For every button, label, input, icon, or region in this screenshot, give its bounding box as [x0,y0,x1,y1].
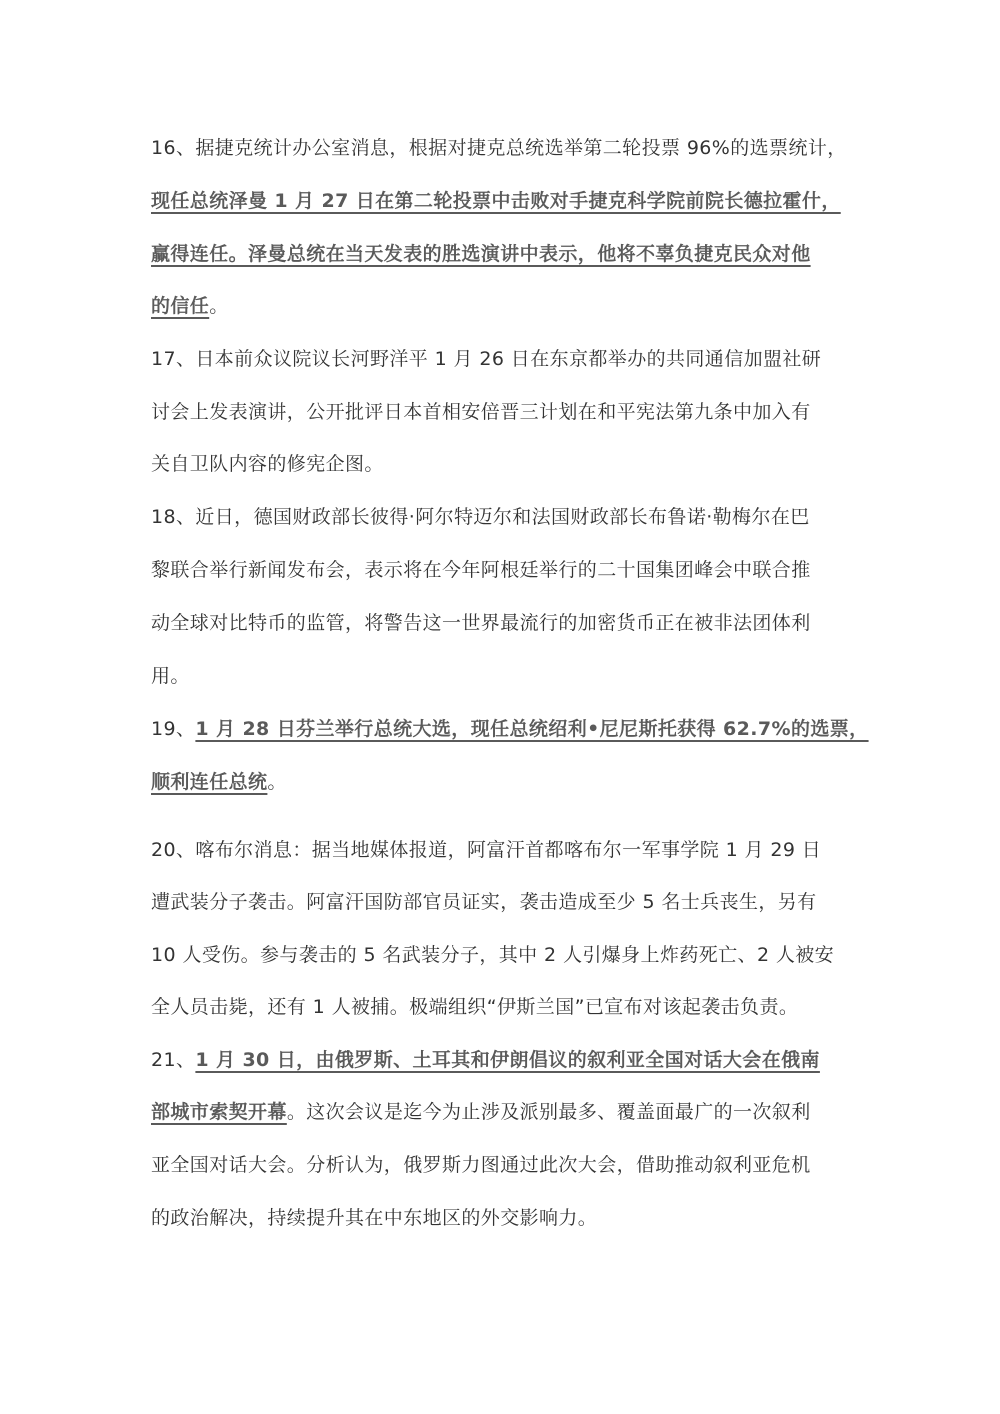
paragraph-line [151,241,871,267]
body-text: 用。 [151,665,190,687]
highlighted-text: 赢得连任。泽曼总统在当天发表的胜选演讲中表示，他将不辜负捷克民众对他 [151,243,811,265]
body-text: 18、近日，德国财政部长彼得·阿尔特迈尔和法国财政部长布鲁诺·勒梅尔在巴 [151,506,810,528]
paragraph-line [151,504,871,530]
paragraph-line [151,1205,871,1231]
paragraph-line [151,610,871,636]
body-text: 的政治解决，持续提升其在中东地区的外交影响力。 [151,1207,598,1229]
paragraph-line [151,451,871,477]
paragraph-line [151,837,871,863]
body-text: 。 [267,771,287,793]
body-text: 动全球对比特币的监管，将警告这一世界最流行的加密货币正在被非法团体利 [151,612,811,634]
paragraph-line [151,188,871,214]
paragraph-line [151,135,871,161]
paragraph-line [151,1099,871,1125]
body-text: 。 [209,295,229,317]
highlighted-text: 1 月 30 日，由俄罗斯、土耳其和伊朗倡议的叙利亚全国对话大会在俄南 [195,1049,820,1071]
paragraph-line [151,1152,871,1178]
highlighted-text: 的信任 [151,295,210,317]
paragraph-line [151,889,871,915]
body-text: 16、据捷克统计办公室消息，根据对捷克总统选举第二轮投票 96%的选票统计， [151,137,847,159]
body-text: 17、日本前众议院议长河野洋平 1 月 26 日在东京都举办的共同通信加盟社研 [151,348,822,370]
body-text: 亚全国对话大会。分析认为，俄罗斯力图通过此次大会，借助推动叙利亚危机 [151,1154,811,1176]
paragraph-line [151,994,871,1020]
body-text: 。这次会议是迄今为止涉及派别最多、覆盖面最广的一次叙利 [286,1101,811,1123]
paragraph-line [151,293,871,319]
highlighted-text: 部城市索契开幕 [151,1101,287,1123]
paragraph-line [151,399,871,425]
body-text: 遭武装分子袭击。阿富汗国防部官员证实，袭击造成至少 5 名士兵丧生，另有 [151,891,817,913]
paragraph-line [151,769,871,795]
paragraph-line [151,942,871,968]
paragraph-line [151,716,871,742]
paragraph-line [151,663,871,689]
highlighted-text: 顺利连任总统 [151,771,268,793]
paragraph-line [151,346,871,372]
paragraph-line [151,1047,871,1073]
body-text: 黎联合举行新闻发布会，表示将在今年阿根廷举行的二十国集团峰会中联合推 [151,559,811,581]
highlighted-text: 现任总统泽曼 1 月 27 日在第二轮投票中击败对手捷克科学院前院长德拉霍什， [151,190,841,212]
body-text: 全人员击毙，还有 1 人被捕。极端组织“伊斯兰国”已宣布对该起袭击负责。 [151,996,799,1018]
body-text: 10 人受伤。参与袭击的 5 名武装分子，其中 2 人引爆身上炸药死亡、2 人被安 [151,944,835,966]
highlighted-text: 1 月 28 日芬兰举行总统大选，现任总统绍利•尼尼斯托获得 62.7%的选票， [195,718,869,740]
body-text: 关自卫队内容的修宪企图。 [151,453,384,475]
body-text: 21、 [151,1049,196,1071]
body-text: 20、喀布尔消息：据当地媒体报道，阿富汗首都喀布尔一军事学院 1 月 29 日 [151,839,822,861]
body-text: 19、 [151,718,196,740]
body-text: 讨会上发表演讲，公开批评日本首相安倍晋三计划在和平宪法第九条中加入有 [151,401,811,423]
paragraph-line [151,557,871,583]
